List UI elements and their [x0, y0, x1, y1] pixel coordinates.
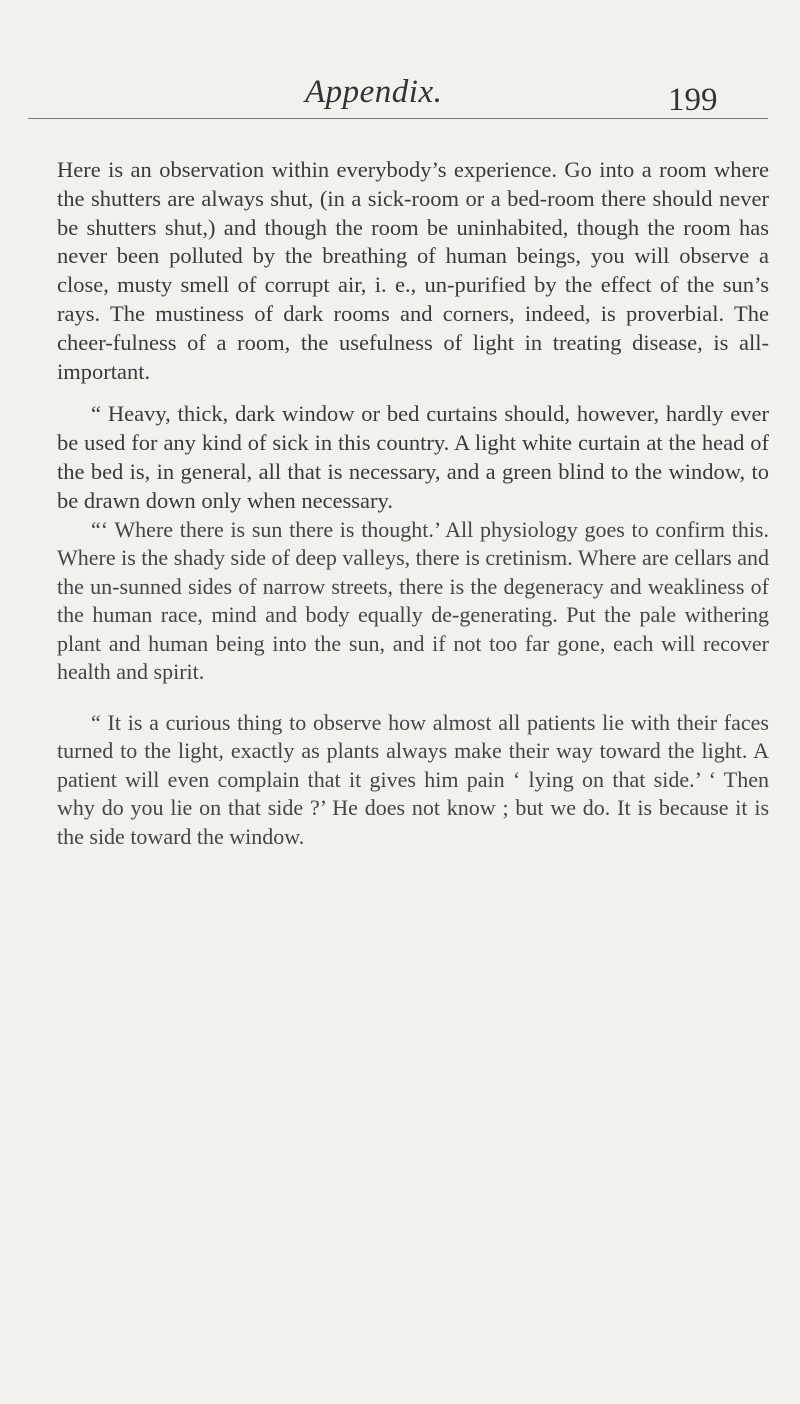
- page-number: 199: [668, 82, 718, 118]
- paragraph-patients-light: “ It is a curious thing to observe how almost all patients lie with their faces turned to the light, exactly as plants always make their way toward the light. A patient will even complain that it gives him pain ‘ lying on that side.’ ‘ Then why do you lie on that side ?’ He does not know ; but we do. It is because it is the side toward the window.: [57, 709, 769, 849]
- paragraph-curtains: “ Heavy, thick, dark window or bed curtains should, however, hardly ever be used for any kind of sick in this country. A light white curtain at the head of the bed is, in general, all that is necessary, and a green blind to the window, to be drawn down only when necessary.: [57, 401, 769, 513]
- paragraph-sun-thought: “‘ Where there is sun there is thought.’ All physiology goes to confirm this. Where is the shady side of deep valleys, there is cretinism. Where are cellars and the un-sunned sides of narrow streets, there is the degeneracy and weakliness of the human race, mind and body equally de-generating. Put the pale withering plant and human being into the sun, and if not too far gone, each will recover health and spirit.: [57, 516, 769, 685]
- paragraph-observation: Here is an observation within everybody’s experience. Go into a room where the shutters are always shut, (in a sick-room or a bed-room there should never be shutters shut,) and though the room be uninhabited, though the room has never been polluted by the breathing of human beings, you will observe a close, musty smell of corrupt air, i. e., un-purified by the effect of the sun’s rays. The mustiness of dark rooms and corners, indeed, is proverbial. The cheer-fulness of a room, the usefulness of light in treating disease, is all-important.: [57, 157, 769, 384]
- header-rule: [28, 118, 768, 119]
- running-head: [0, 60, 800, 120]
- body-text: [57, 156, 769, 851]
- header-title: Appendix.: [305, 74, 443, 110]
